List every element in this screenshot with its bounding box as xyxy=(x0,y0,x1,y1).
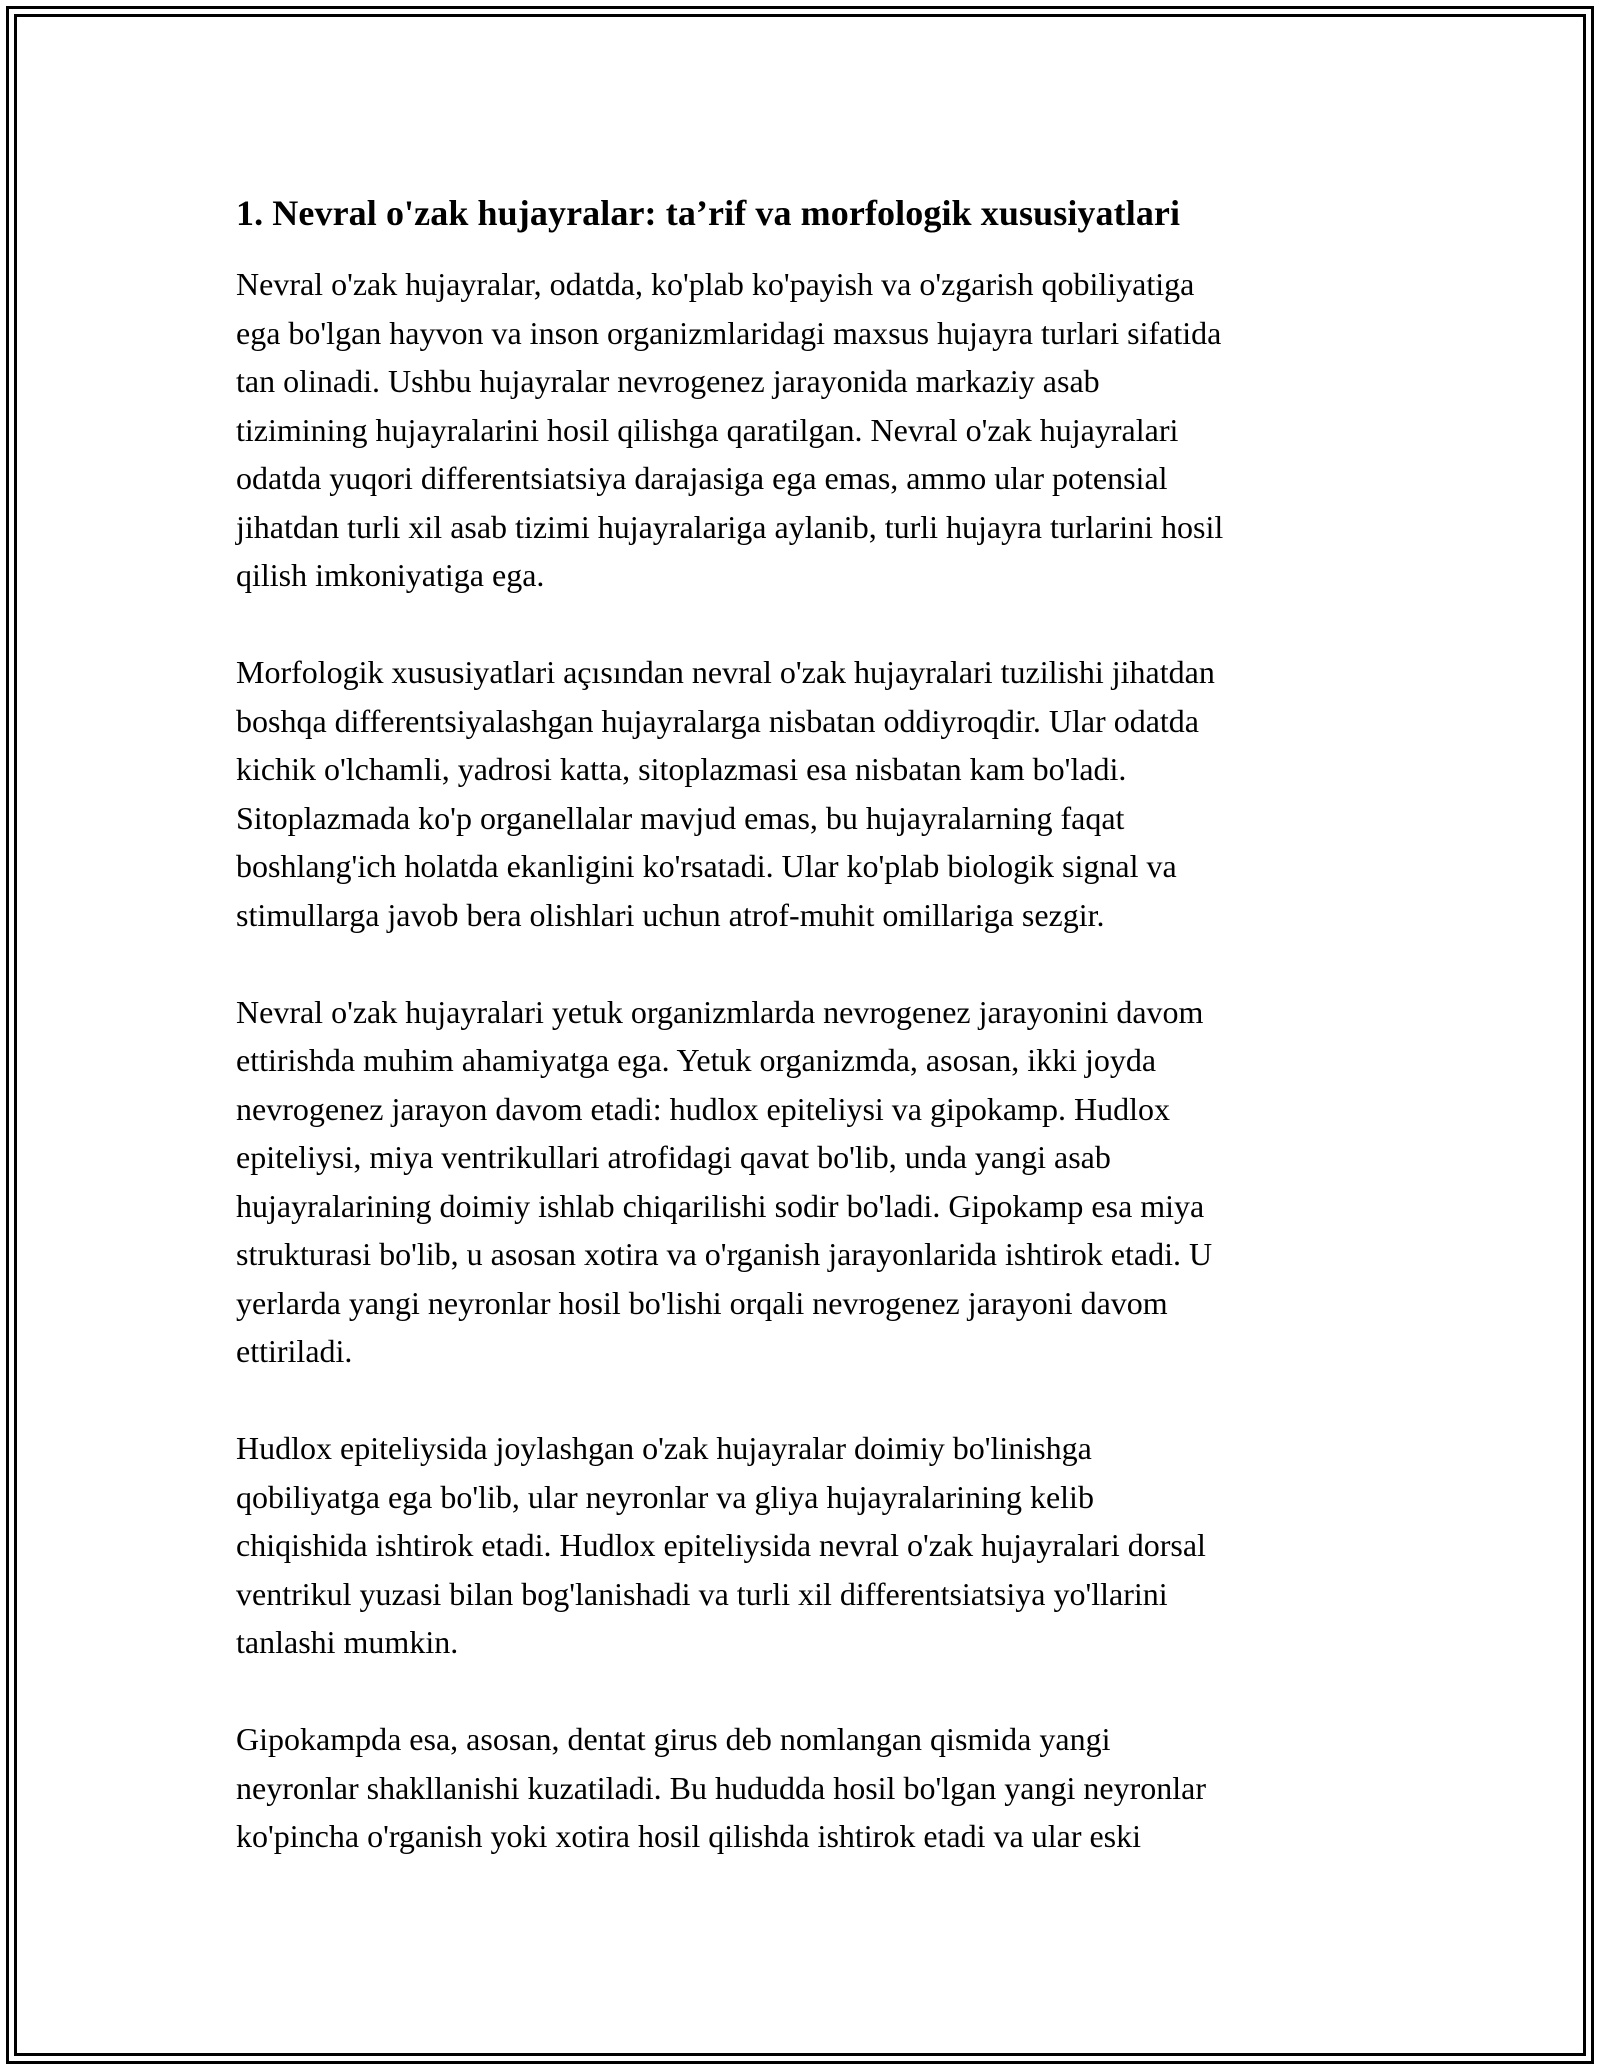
document-body xyxy=(236,188,1376,1861)
paragraph-neurogenesis: Nevral o'zak hujayralari yetuk organizmlarda nevrogenez jarayonini davom ettirishda muhim ahamiyatga ega. Yetuk organizmda, asosan, ikki joyda nevrogenez jarayon davom etadi: hudlox epiteliysi va gipokamp. Hudlox epiteliysi, miya ventrikullari atrofidagi qavat bo'lib, unda yangi asab hujayralarining doimiy ishlab chiqarilishi sodir bo'ladi. Gipokamp esa miya strukturasi bo'lib, u asosan xotira va o'rganish jarayonlarida ishtirok etadi. U yerlarda yangi neyronlar hosil bo'lishi orqali nevrogenez jarayoni davom ettiriladi. xyxy=(236,993,1213,1369)
paragraph-definition: Nevral o'zak hujayralar, odatda, ko'plab ko'payish va o'zgarish qobiliyatiga ega bo'lgan hayvon va inson organizmlaridagi maxsus hujayra turlari sifatida tan olinadi. Ushbu hujayralar nevrogenez jarayonida markaziy asab tizimining hujayralarini hosil qilishga qaratilgan. Nevral o'zak hujayralari odatda yuqori differentsiatsiya darajasiga ega emas, ammo ular potensial jihatdan turli xil asab tizimi hujayralariga aylanib, turli hujayra turlarini hosil qilish imkoniyatiga ega. xyxy=(236,266,1224,593)
paragraph-hippocampus: Gipokampda esa, asosan, dentat girus deb nomlangan qismida yangi neyronlar shakllanishi kuzatiladi. Bu hududda hosil bo'lgan yangi neyronlar ko'pincha o'rganish yoki xotira hosil qilishda ishtirok etadi va ular eski xyxy=(236,1721,1206,1854)
paragraph-epithelium: Hudlox epiteliysida joylashgan o'zak hujayralar doimiy bo'linishga qobiliyatga ega bo'lib, ular neyronlar va gliya hujayralarining kelib chiqishida ishtirok etadi. Hudlox epiteliysida nevral o'zak hujayralari dorsal ventrikul yuzasi bilan bog'lanishadi va turli xil differentsiatsiya yo'llarini tanlashi mumkin. xyxy=(236,1430,1206,1660)
paragraph-morphology: Morfologik xususiyatlari açısından nevral o'zak hujayralari tuzilishi jihatdan boshqa differentsiyalashgan hujayralarga nisbatan oddiyroqdir. Ular odatda kichik o'lchamli, yadrosi katta, sitoplazmasi esa nisbatan kam bo'ladi. Sitoplazmada ko'p organellalar mavjud emas, bu hujayralarning faqat boshlang'ich holatda ekanligini ko'rsatadi. Ular ko'plab biologik signal va stimullarga javob bera olishlari uchun atrof-muhit omillariga sezgir. xyxy=(236,654,1215,933)
section-heading: 1. Nevral o'zak hujayralar: ta’rif va morfologik xususiyatlari xyxy=(236,193,1181,233)
